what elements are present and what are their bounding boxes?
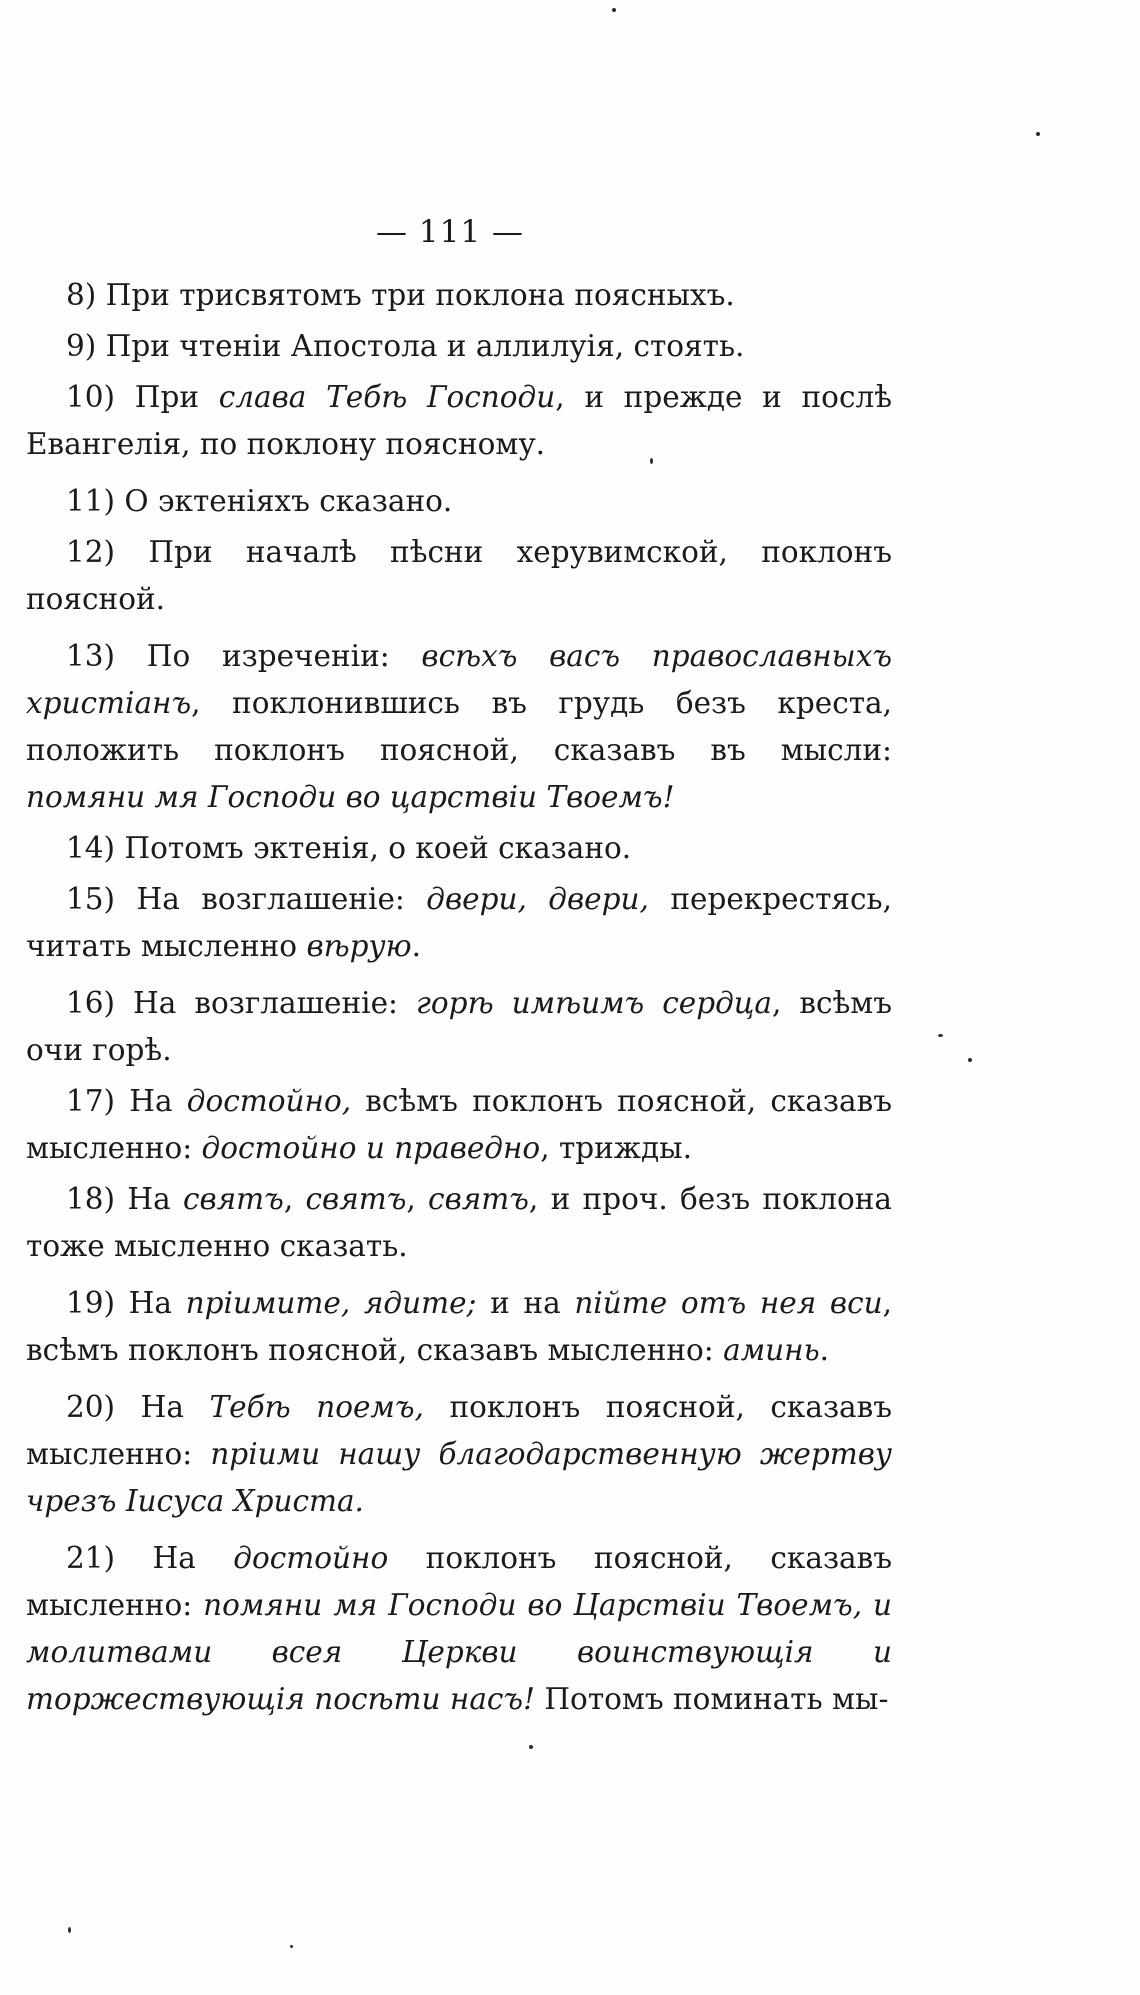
paragraph-7 — [26, 825, 892, 872]
italic-text: святъ — [305, 1182, 407, 1216]
body-text: , и прежде и послѣ Евангелія, по поклону поясному. — [26, 380, 892, 461]
body-text: , и проч. безъ поклона тоже мысленно сказать. — [26, 1182, 892, 1263]
paragraph-9 — [26, 980, 892, 1074]
body-text: , — [406, 1182, 429, 1216]
italic-text: достойно и праведно — [201, 1131, 541, 1165]
text-block — [26, 272, 892, 1727]
body-text: . — [819, 1333, 830, 1367]
paragraph-number: 14) — [66, 831, 116, 865]
paragraph-number: 16) — [66, 986, 116, 1020]
body-text: , поклонившись въ грудь безъ креста, положить поклонъ поясной, сказавъ въ мысли: — [26, 686, 892, 767]
paragraph-12 — [26, 1280, 892, 1374]
italic-text: двери, двери, — [426, 882, 649, 916]
italic-text: пріимите, ядите; — [185, 1286, 477, 1320]
body-text: всѣмъ поклонъ поясной, сказавъ мысленно: — [26, 1084, 892, 1165]
italic-text: слава Тебѣ Господи — [218, 380, 556, 414]
italic-text: пріими нашу благодарственную жертву чрезъ Іисуса Христа. — [26, 1437, 892, 1518]
body-text: На возглашеніе: — [115, 882, 427, 916]
body-text: При трисвятомъ три поклона поясныхъ. — [96, 278, 735, 312]
paragraph-6 — [26, 633, 892, 821]
body-text: На — [115, 1390, 210, 1424]
paragraph-11 — [26, 1176, 892, 1270]
italic-text: помяни мя Господи во царствіи Твоемъ! — [26, 780, 675, 814]
body-text: О эктеніяхъ сказано. — [115, 484, 453, 518]
paragraph-1 — [26, 272, 892, 319]
paragraph-number: 18) — [66, 1182, 116, 1216]
paragraph-number: 20) — [66, 1390, 116, 1424]
body-text: , всѣмъ поклонъ поясной, сказавъ мысленно: — [26, 1286, 892, 1367]
scan-speck — [612, 8, 616, 12]
paragraph-number: 9) — [66, 329, 97, 363]
body-text: , трижды. — [540, 1131, 692, 1165]
paragraph-3 — [26, 374, 892, 468]
italic-text: святъ — [428, 1182, 529, 1216]
paragraph-number: 21) — [66, 1541, 116, 1575]
italic-text: достойно — [233, 1541, 389, 1575]
paragraph-number: 19) — [66, 1286, 116, 1320]
paragraph-number: 10) — [66, 380, 116, 414]
paragraph-2 — [26, 323, 892, 370]
body-text: На — [115, 1286, 186, 1320]
italic-text: всѣхъ васъ православныхъ христіанъ — [26, 639, 892, 720]
paragraph-10 — [26, 1078, 892, 1172]
scan-speck — [290, 1945, 293, 1948]
scan-speck — [529, 1745, 533, 1749]
paragraph-number: 8) — [66, 278, 97, 312]
body-text: , — [283, 1182, 306, 1216]
body-text: поклонъ поясной, сказавъ мысленно: — [26, 1390, 893, 1471]
body-text: . — [411, 929, 421, 963]
paragraph-5 — [26, 529, 892, 623]
paragraph-13 — [26, 1384, 892, 1525]
body-text: При началѣ пѣсни херувимской, поклонъ поясной. — [26, 535, 892, 616]
paragraph-4 — [26, 478, 892, 525]
italic-text: аминь — [723, 1333, 820, 1367]
italic-text: Тебѣ поемъ, — [209, 1390, 424, 1424]
body-text: поклонъ поясной, сказавъ мысленно: — [26, 1541, 892, 1622]
scan-speck — [968, 1058, 972, 1062]
italic-text: достойно, — [186, 1084, 352, 1118]
body-text: и на — [476, 1286, 575, 1320]
italic-text: вѣрую — [306, 929, 412, 963]
paragraph-number: 13) — [66, 639, 116, 673]
paragraph-number: 11) — [66, 484, 116, 518]
paragraph-number: 17) — [66, 1084, 116, 1118]
body-text: При — [115, 380, 219, 414]
body-text: перекрестясь, читать мысленно — [26, 882, 892, 963]
paragraph-8 — [26, 876, 892, 970]
body-text: На — [115, 1541, 234, 1575]
paragraph-14 — [26, 1535, 892, 1723]
body-text: На возглашеніе: — [115, 986, 417, 1020]
italic-text: пійте отъ нея вси — [574, 1286, 883, 1320]
scan-speck — [650, 458, 653, 464]
scan-speck — [68, 1927, 71, 1933]
paragraph-number: 12) — [66, 535, 116, 569]
italic-text: святъ — [182, 1182, 284, 1216]
italic-text: помяни мя Господи во Царствіи Твоемъ, и молитвами всея Церкви воинствующія и торжествующія посѣти насъ! — [26, 1588, 893, 1716]
body-text: , всѣмъ очи горѣ. — [26, 986, 892, 1067]
body-text: На — [115, 1084, 187, 1118]
page-number: — 111 — — [376, 214, 524, 250]
scan-speck — [1036, 132, 1040, 136]
paragraph-number: 15) — [66, 882, 116, 916]
body-text: Потомъ поминать мы- — [534, 1682, 889, 1716]
body-text: На — [115, 1182, 183, 1216]
body-text: При чтеніи Апостола и аллилуія, стоять. — [96, 329, 745, 363]
italic-text: горѣ имѣимъ сердца — [416, 986, 772, 1020]
body-text: Потомъ эктенія, о коей сказано. — [115, 831, 632, 865]
scan-speck — [938, 1034, 943, 1037]
body-text: По изреченіи: — [115, 639, 422, 673]
